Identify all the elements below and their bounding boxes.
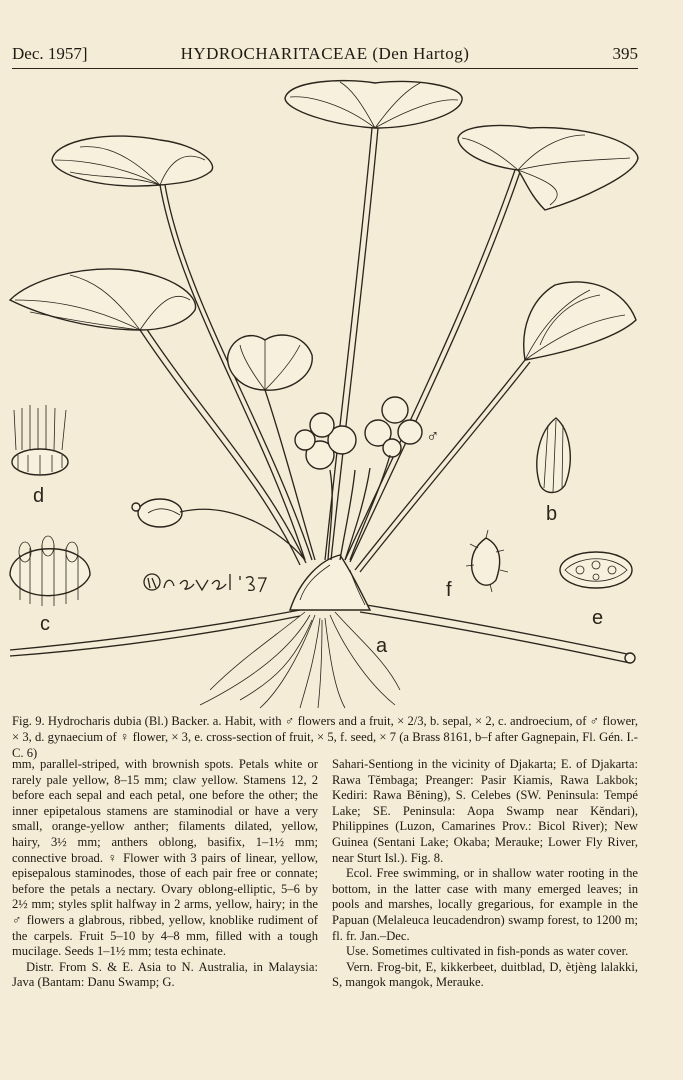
right-column — [332, 757, 638, 991]
leaf-top-left — [52, 136, 213, 186]
label-e: e — [592, 607, 604, 629]
header-date: Dec. 1957] — [12, 44, 88, 63]
label-d: d — [33, 485, 45, 507]
leaf-top-right — [458, 125, 638, 210]
detail-c-androecium — [10, 536, 90, 606]
label-f: f — [446, 579, 452, 601]
roots — [200, 612, 400, 708]
leaf-center — [228, 335, 313, 390]
label-male-symbol: ♂ — [426, 426, 440, 446]
paragraph-vernacular: Vern. Frog-bit, E, kikkerbeet, duitblad, D, ètjèng lalakki, S, mangok mangok, Merauke. — [332, 959, 638, 990]
leaf-right-curled — [524, 282, 636, 360]
botanical-figure — [0, 72, 683, 712]
fruit — [132, 499, 305, 560]
body-text — [12, 757, 638, 991]
paragraph-ecology: Ecol. Free swimming, or in shallow water rooting in the bottom, in the latter case with many emerged leaves; in pools and marshes, locally gregarious, for example in the Papuan (Melaleuca leucadendron) swamp forest, to 1200 m; fl. fr. Jan.–Dec. — [332, 866, 638, 943]
leaf-top-center — [285, 81, 462, 128]
rosette-base — [290, 555, 370, 610]
left-column — [12, 757, 318, 991]
plant-illustration — [0, 72, 683, 712]
label-b: b — [546, 503, 558, 525]
running-header — [12, 44, 638, 68]
paragraph-description: mm, parallel-striped, with brownish spots. Petals white or rarely pale yellow, 8–15 mm; claw yellow. Stamens 12, 2 before each sepal and each petal, one before the other; the inner epipetalous stamens are staminodial or have a very small, orange-yellow anther; filaments dilated, yellow, hairy, 3½ mm; anthers oblong, basifix, 1–1½ mm; connective broad. ♀ Flower with 3 pairs of linear, yellow, episepalous staminodes, those of each pair free or connate; before the petals a nectary. Ovary oblong-elliptic, 5–6 by 2½ mm; styles split halfway in 2 arms, yellow, hairy; in the ♂ flowers a glabrous, ribbed, yellow, knoblike rudiment of the carpels. Fruit 5–10 by 4–8 mm, filled with a tough mucilage. Seeds 1–1½ mm; testa echinate. — [12, 757, 318, 959]
paragraph-distribution: Distr. From S. & E. Asia to N. Australia, in Malaysia: Java (Bantam: Danu Swamp; G. — [12, 959, 318, 990]
detail-e-cross-section — [560, 552, 632, 588]
stolon-left — [10, 610, 300, 650]
detail-b-sepal — [537, 418, 570, 493]
detail-f-seed — [466, 530, 508, 592]
artist-signature — [144, 574, 266, 592]
paragraph-distribution-cont: Sahari-Sentiong in the vicinity of Djakarta; E. of Djakarta: Rawa Tĕmbaga; Preanger: Pasir Kiamis, Rawa Lakbok; Kediri: Rawa Bĕning), S. Celebes (SW. Peninsula: Tempé Lake; SE. Peninsula: Aopa Swamp near Kĕndari), Philippines (Luzon, Camarines Prov.: Bicol River); New Guinea (Sentani Lake; Okaba; Merauke; Lower Fly River, near Sturt Isl.). Fig. 8. — [332, 757, 638, 865]
header-title: HYDROCHARITACEAE (Den Hartog) — [180, 44, 470, 63]
page-number: 395 — [612, 44, 638, 63]
header-rule — [12, 68, 638, 69]
label-a: a — [376, 635, 388, 657]
label-c: c — [40, 613, 50, 635]
detail-d-gynaecium — [12, 405, 68, 475]
paragraph-use: Use. Sometimes cultivated in fish-ponds as water cover. — [346, 944, 629, 959]
figure-caption: Fig. 9. Hydrocharis dubia (Bl.) Backer. a. Habit, with ♂ flowers and a fruit, × 2/3, b. sepal, × 2, c. androecium, of ♂ flower, × 3, d. gynaecium of ♀ flower, × 3, e. cross-section of fruit, × 5, f. seed, × 7 (a Brass 8161, b–f after Gagnepain, Fl. Gén. I.-C. 6) — [12, 714, 638, 760]
male-flowers — [295, 397, 422, 560]
leaf-mid-left — [10, 269, 196, 330]
